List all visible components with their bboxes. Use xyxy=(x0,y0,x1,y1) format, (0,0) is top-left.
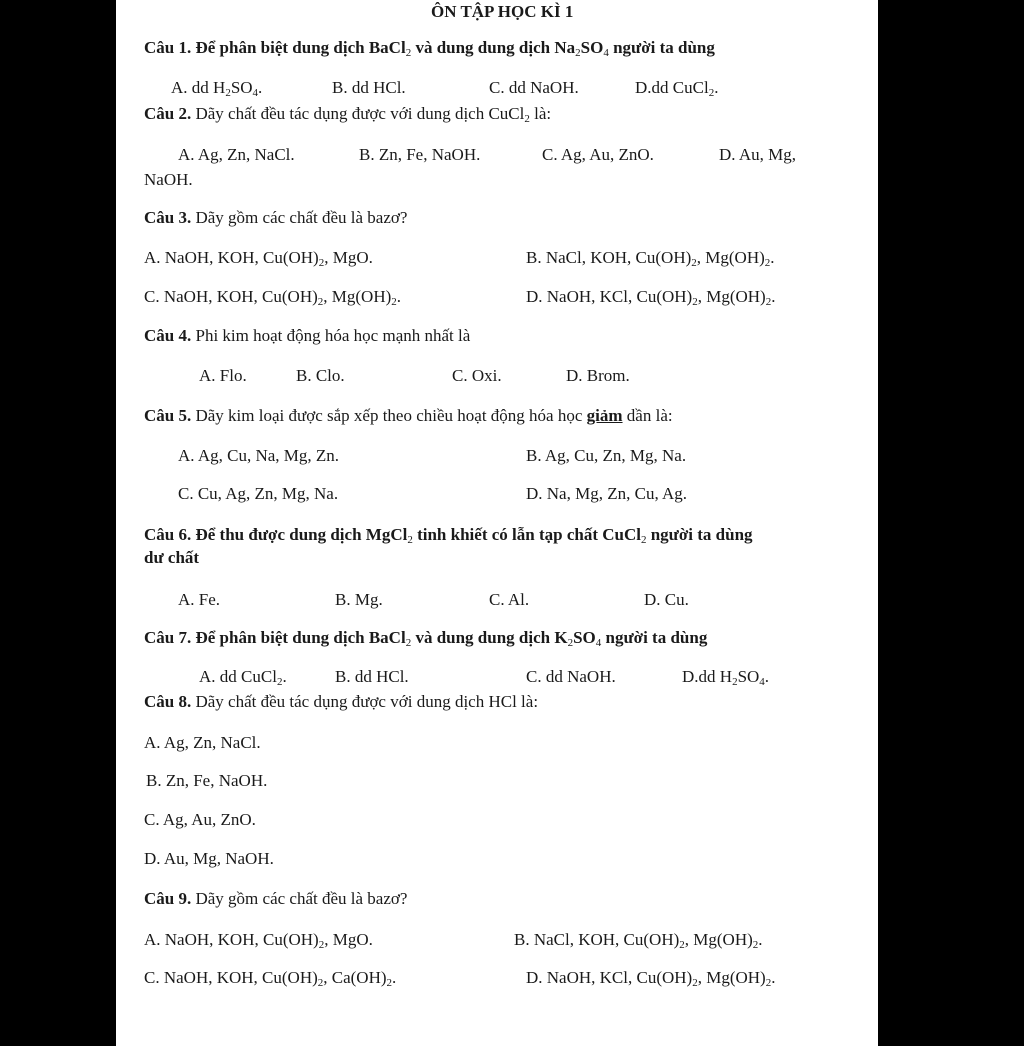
q2-option-c[interactable]: C. Ag, Au, ZnO. xyxy=(542,145,654,164)
subscript: 4 xyxy=(759,676,765,688)
option-text: . xyxy=(282,667,287,686)
question-label: Câu 2. xyxy=(144,104,192,123)
q2-option-d-continued: NaOH. xyxy=(144,170,193,189)
emphasis-word: giảm xyxy=(586,406,623,425)
subscript: 2 xyxy=(407,534,413,546)
subscript: 2 xyxy=(692,296,698,308)
question-7-stem xyxy=(144,628,707,648)
subscript: 4 xyxy=(595,637,602,649)
subscript: 2 xyxy=(692,977,698,989)
option-text: A. dd CuCl xyxy=(199,667,277,686)
option-text: . xyxy=(758,930,763,949)
question-text: Dãy chất đều tác dụng được với dung dịch CuCl xyxy=(195,104,525,123)
question-label: Câu 1. xyxy=(144,38,192,57)
q3-option-c[interactable] xyxy=(144,287,401,307)
q6-option-b[interactable]: B. Mg. xyxy=(335,590,383,609)
subscript: 2 xyxy=(575,47,581,59)
question-label: Câu 3. xyxy=(144,208,192,227)
subscript: 2 xyxy=(317,977,324,989)
option-text: B. NaCl, KOH, Cu(OH) xyxy=(514,930,680,949)
option-text: , Mg(OH) xyxy=(323,287,392,306)
q9-option-b[interactable] xyxy=(514,930,763,950)
question-6-stem-continued: dư chất xyxy=(144,548,200,567)
subscript: 2 xyxy=(276,676,283,688)
subscript: 2 xyxy=(318,939,325,951)
q5-option-c[interactable]: C. Cu, Ag, Zn, Mg, Na. xyxy=(178,484,339,503)
q7-option-c[interactable]: C. dd NaOH. xyxy=(526,667,616,686)
subscript: 2 xyxy=(708,87,715,99)
q4-option-a[interactable]: A. Flo. xyxy=(199,366,247,385)
question-text: Dãy gồm các chất đều là bazơ? xyxy=(195,208,408,227)
question-text: SO xyxy=(573,628,596,647)
subscript: 2 xyxy=(391,296,397,308)
option-text: C. NaOH, KOH, Cu(OH) xyxy=(144,968,318,987)
q4-option-c[interactable]: C. Oxi. xyxy=(452,366,502,385)
question-label: Câu 7. xyxy=(144,628,192,647)
q2-option-d[interactable]: D. Au, Mg, xyxy=(719,145,796,164)
question-text: Để phân biệt dung dịch BaCl xyxy=(195,628,406,647)
q9-option-a[interactable] xyxy=(144,930,373,950)
q8-option-b[interactable]: B. Zn, Fe, NaOH. xyxy=(146,771,268,790)
q9-option-c[interactable] xyxy=(144,968,396,988)
option-text: B. NaCl, KOH, Cu(OH) xyxy=(526,248,692,267)
option-text: A. dd H xyxy=(171,78,226,97)
question-9-stem xyxy=(144,889,407,909)
q5-option-b[interactable]: B. Ag, Cu, Zn, Mg, Na. xyxy=(526,446,687,465)
question-label: Câu 4. xyxy=(144,326,192,345)
question-8-stem xyxy=(144,692,538,712)
subscript: 2 xyxy=(317,296,324,308)
subscript: 2 xyxy=(765,977,772,989)
page-title: ÔN TẬP HỌC KÌ 1 xyxy=(431,2,574,21)
subscript: 4 xyxy=(603,47,609,59)
question-text: tinh khiết có lẫn tạp chất CuCl xyxy=(412,525,641,544)
question-2-stem xyxy=(144,104,551,124)
option-text: . xyxy=(764,667,770,686)
question-text: Để thu được dung dịch MgCl xyxy=(195,525,408,544)
q1-option-a[interactable] xyxy=(171,78,262,98)
option-text: . xyxy=(258,78,263,97)
subscript: 2 xyxy=(691,257,697,269)
subscript: 2 xyxy=(405,47,412,59)
subscript: 2 xyxy=(567,637,574,649)
question-text: Dãy gồm các chất đều là bazơ? xyxy=(195,889,408,908)
option-text: . xyxy=(770,248,775,267)
option-text: , Mg(OH) xyxy=(684,930,753,949)
option-text: . xyxy=(714,78,719,97)
subscript: 2 xyxy=(679,939,685,951)
option-text: . xyxy=(771,968,776,987)
option-text: , Mg(OH) xyxy=(697,287,766,306)
option-text: A. NaOH, KOH, Cu(OH) xyxy=(144,930,319,949)
q9-option-d[interactable] xyxy=(526,968,775,988)
question-5-stem xyxy=(144,406,673,426)
question-text: SO xyxy=(580,38,604,57)
question-text: là: xyxy=(529,104,552,123)
q6-option-d[interactable]: D. Cu. xyxy=(644,590,689,609)
question-text: người ta dùng xyxy=(608,38,715,57)
q8-option-c[interactable]: C. Ag, Au, ZnO. xyxy=(144,810,256,829)
q6-option-a[interactable]: A. Fe. xyxy=(178,590,221,609)
q3-option-a[interactable] xyxy=(144,248,373,268)
option-text: , MgO. xyxy=(324,248,373,267)
subscript: 2 xyxy=(318,257,325,269)
option-text: SO xyxy=(737,667,760,686)
question-3-stem xyxy=(144,208,407,228)
question-text: người ta dùng xyxy=(601,628,708,647)
question-text: Để phân biệt dung dịch BaCl xyxy=(195,38,406,57)
question-6-stem xyxy=(144,525,753,545)
question-label: Câu 8. xyxy=(144,692,192,711)
question-text: dần là: xyxy=(622,406,673,425)
question-1-stem xyxy=(144,38,715,58)
question-label: Câu 9. xyxy=(144,889,192,908)
q7-option-b[interactable]: B. dd HCl. xyxy=(335,667,409,686)
subscript: 2 xyxy=(386,977,393,989)
q4-option-d[interactable]: D. Brom. xyxy=(566,366,630,385)
question-text: và dung dung dịch K xyxy=(411,628,568,647)
worksheet-page xyxy=(116,0,878,1046)
option-text: C. NaOH, KOH, Cu(OH) xyxy=(144,287,318,306)
subscript: 4 xyxy=(252,87,259,99)
subscript: 2 xyxy=(732,676,738,688)
option-text: , Mg(OH) xyxy=(697,968,766,987)
q1-option-c[interactable]: C. dd NaOH. xyxy=(489,78,579,97)
question-text: và dung dung dịch Na xyxy=(411,38,576,57)
question-label: Câu 6. xyxy=(144,525,192,544)
subscript: 2 xyxy=(764,257,771,269)
question-text: Dãy kim loại được sắp xếp theo chiều hoạt động hóa học xyxy=(195,406,587,425)
q5-option-d[interactable]: D. Na, Mg, Zn, Cu, Ag. xyxy=(526,484,688,503)
subscript: 2 xyxy=(752,939,759,951)
q3-option-b[interactable] xyxy=(526,248,775,268)
q1-option-d[interactable] xyxy=(635,78,718,98)
option-text: . xyxy=(771,287,776,306)
q7-option-a[interactable] xyxy=(199,667,287,687)
subscript: 2 xyxy=(524,113,530,125)
option-text: D.dd H xyxy=(682,667,733,686)
question-label: Câu 5. xyxy=(144,406,192,425)
subscript: 2 xyxy=(640,534,647,546)
question-text: người ta dùng xyxy=(646,525,753,544)
option-text: , Mg(OH) xyxy=(696,248,765,267)
option-text: . xyxy=(396,287,402,306)
q2-option-a[interactable]: A. Ag, Zn, NaCl. xyxy=(178,145,295,164)
subscript: 2 xyxy=(405,637,412,649)
option-text: , MgO. xyxy=(324,930,373,949)
q4-option-b[interactable]: B. Clo. xyxy=(296,366,345,385)
question-text: Dãy chất đều tác dụng được với dung dịch HCl là: xyxy=(195,692,539,711)
option-text: A. NaOH, KOH, Cu(OH) xyxy=(144,248,319,267)
q3-option-d[interactable] xyxy=(526,287,775,307)
option-text: D.dd CuCl xyxy=(635,78,709,97)
subscript: 2 xyxy=(225,87,231,99)
q8-option-a[interactable]: A. Ag, Zn, NaCl. xyxy=(144,733,261,752)
q1-option-b[interactable]: B. dd HCl. xyxy=(332,78,406,97)
option-text: . xyxy=(392,968,397,987)
q2-option-b[interactable]: B. Zn, Fe, NaOH. xyxy=(359,145,481,164)
q5-option-a[interactable]: A. Ag, Cu, Na, Mg, Zn. xyxy=(178,446,340,465)
q6-option-c[interactable]: C. Al. xyxy=(489,590,530,609)
option-text: SO xyxy=(230,78,253,97)
subscript: 2 xyxy=(765,296,772,308)
q7-option-d[interactable] xyxy=(682,667,769,687)
question-4-stem xyxy=(144,326,470,346)
question-text: Phi kim hoạt động hóa học mạnh nhất là xyxy=(195,326,471,345)
option-text: D. NaOH, KCl, Cu(OH) xyxy=(526,968,693,987)
q8-option-d[interactable]: D. Au, Mg, NaOH. xyxy=(144,849,274,868)
option-text: D. NaOH, KCl, Cu(OH) xyxy=(526,287,693,306)
option-text: , Ca(OH) xyxy=(323,968,387,987)
